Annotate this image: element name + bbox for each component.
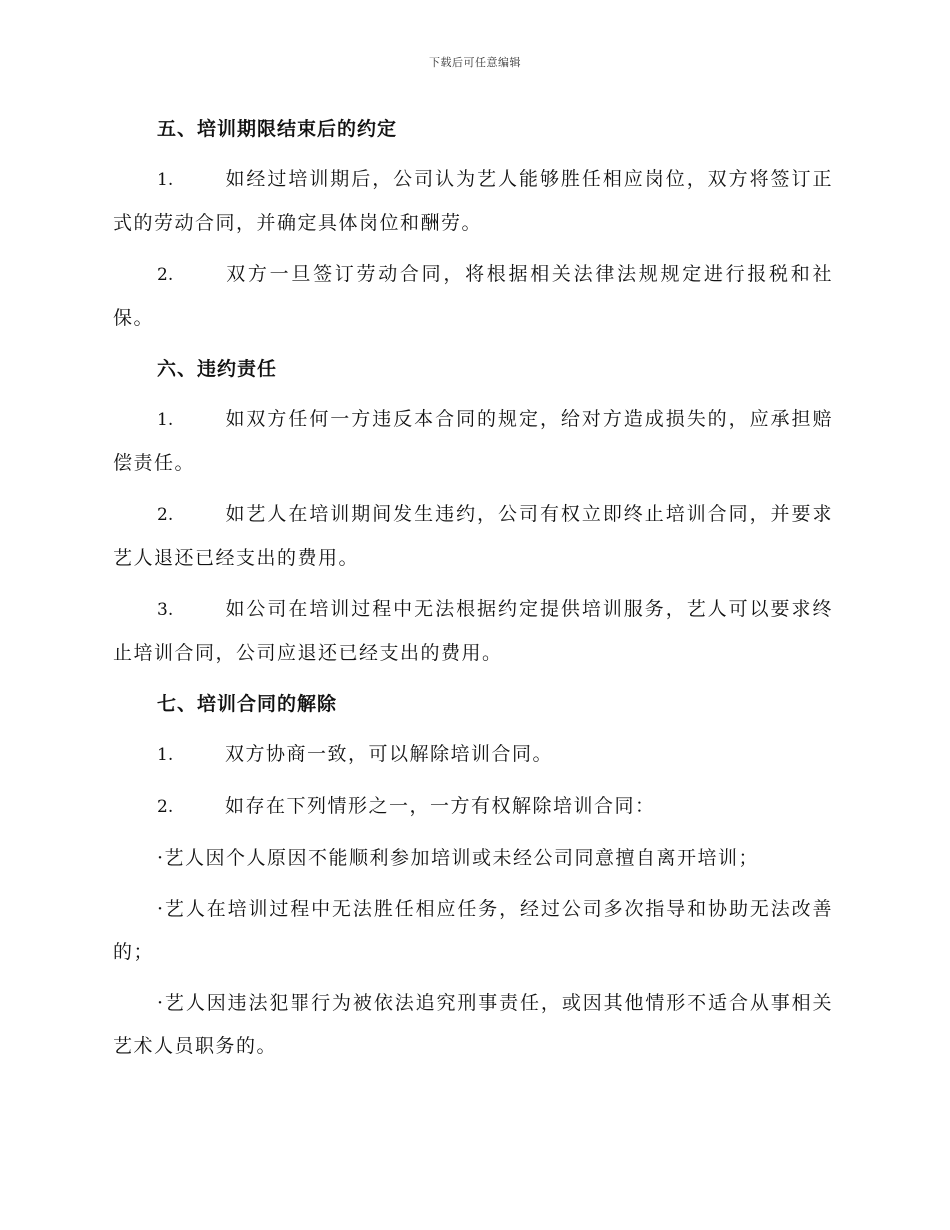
clause-number: 2.	[157, 265, 174, 285]
section-heading: 六、违约责任	[157, 358, 278, 380]
clause-item	[113, 785, 833, 829]
section-heading: 七、培训合同的解除	[157, 693, 338, 715]
clause-number: 2.	[157, 505, 174, 525]
clause-text: 双方一旦签订劳动合同，将根据相关法律法规规定进行报税和社保。	[113, 263, 833, 329]
clause-number: 1.	[157, 170, 174, 190]
clause-text: 如公司在培训过程中无法根据约定提供培训服务，艺人可以要求终止培训合同，公司应退还已经支出的费用。	[113, 598, 833, 664]
clause-item	[113, 493, 833, 580]
clause-number: 2.	[157, 797, 174, 817]
clause-number: 3.	[157, 600, 174, 620]
clause-item	[113, 398, 833, 485]
clause-item	[113, 733, 833, 777]
page-header: 下载后可任意编辑	[429, 56, 521, 69]
clause-text: 双方协商一致，可以解除培训合同。	[225, 743, 554, 765]
section-heading: 五、培训期限结束后的约定	[157, 118, 398, 140]
document-body	[113, 108, 833, 1076]
clause-text: 如艺人在培训期间发生违约，公司有权立即终止培训合同，并要求艺人退还已经支出的费用。	[113, 503, 833, 569]
section-7	[113, 683, 833, 1068]
section-6	[113, 348, 833, 675]
clause-number: 1.	[157, 745, 174, 765]
clause-text: 如双方任何一方违反本合同的规定，给对方造成损失的，应承担赔偿责任。	[113, 408, 833, 474]
clause-item	[113, 588, 833, 675]
section-5	[113, 108, 833, 340]
clause-text: 如存在下列情形之一，一方有权解除培训合同：	[225, 795, 656, 817]
bullet-item: ·艺人因违法犯罪行为被依法追究刑事责任，或因其他情形不适合从事相关艺术人员职务的。	[113, 992, 833, 1057]
clause-item	[113, 158, 833, 245]
bullet-item: ·艺人在培训过程中无法胜任相应任务，经过公司多次指导和协助无法改善的；	[113, 898, 833, 963]
bullet-item: ·艺人因个人原因不能顺利参加培训或未经公司同意擅自离开培训；	[157, 847, 760, 869]
clause-item	[113, 253, 833, 340]
clause-text: 如经过培训期后，公司认为艺人能够胜任相应岗位，双方将签订正式的劳动合同，并确定具体岗位和酬劳。	[113, 168, 833, 234]
clause-number: 1.	[157, 410, 174, 430]
